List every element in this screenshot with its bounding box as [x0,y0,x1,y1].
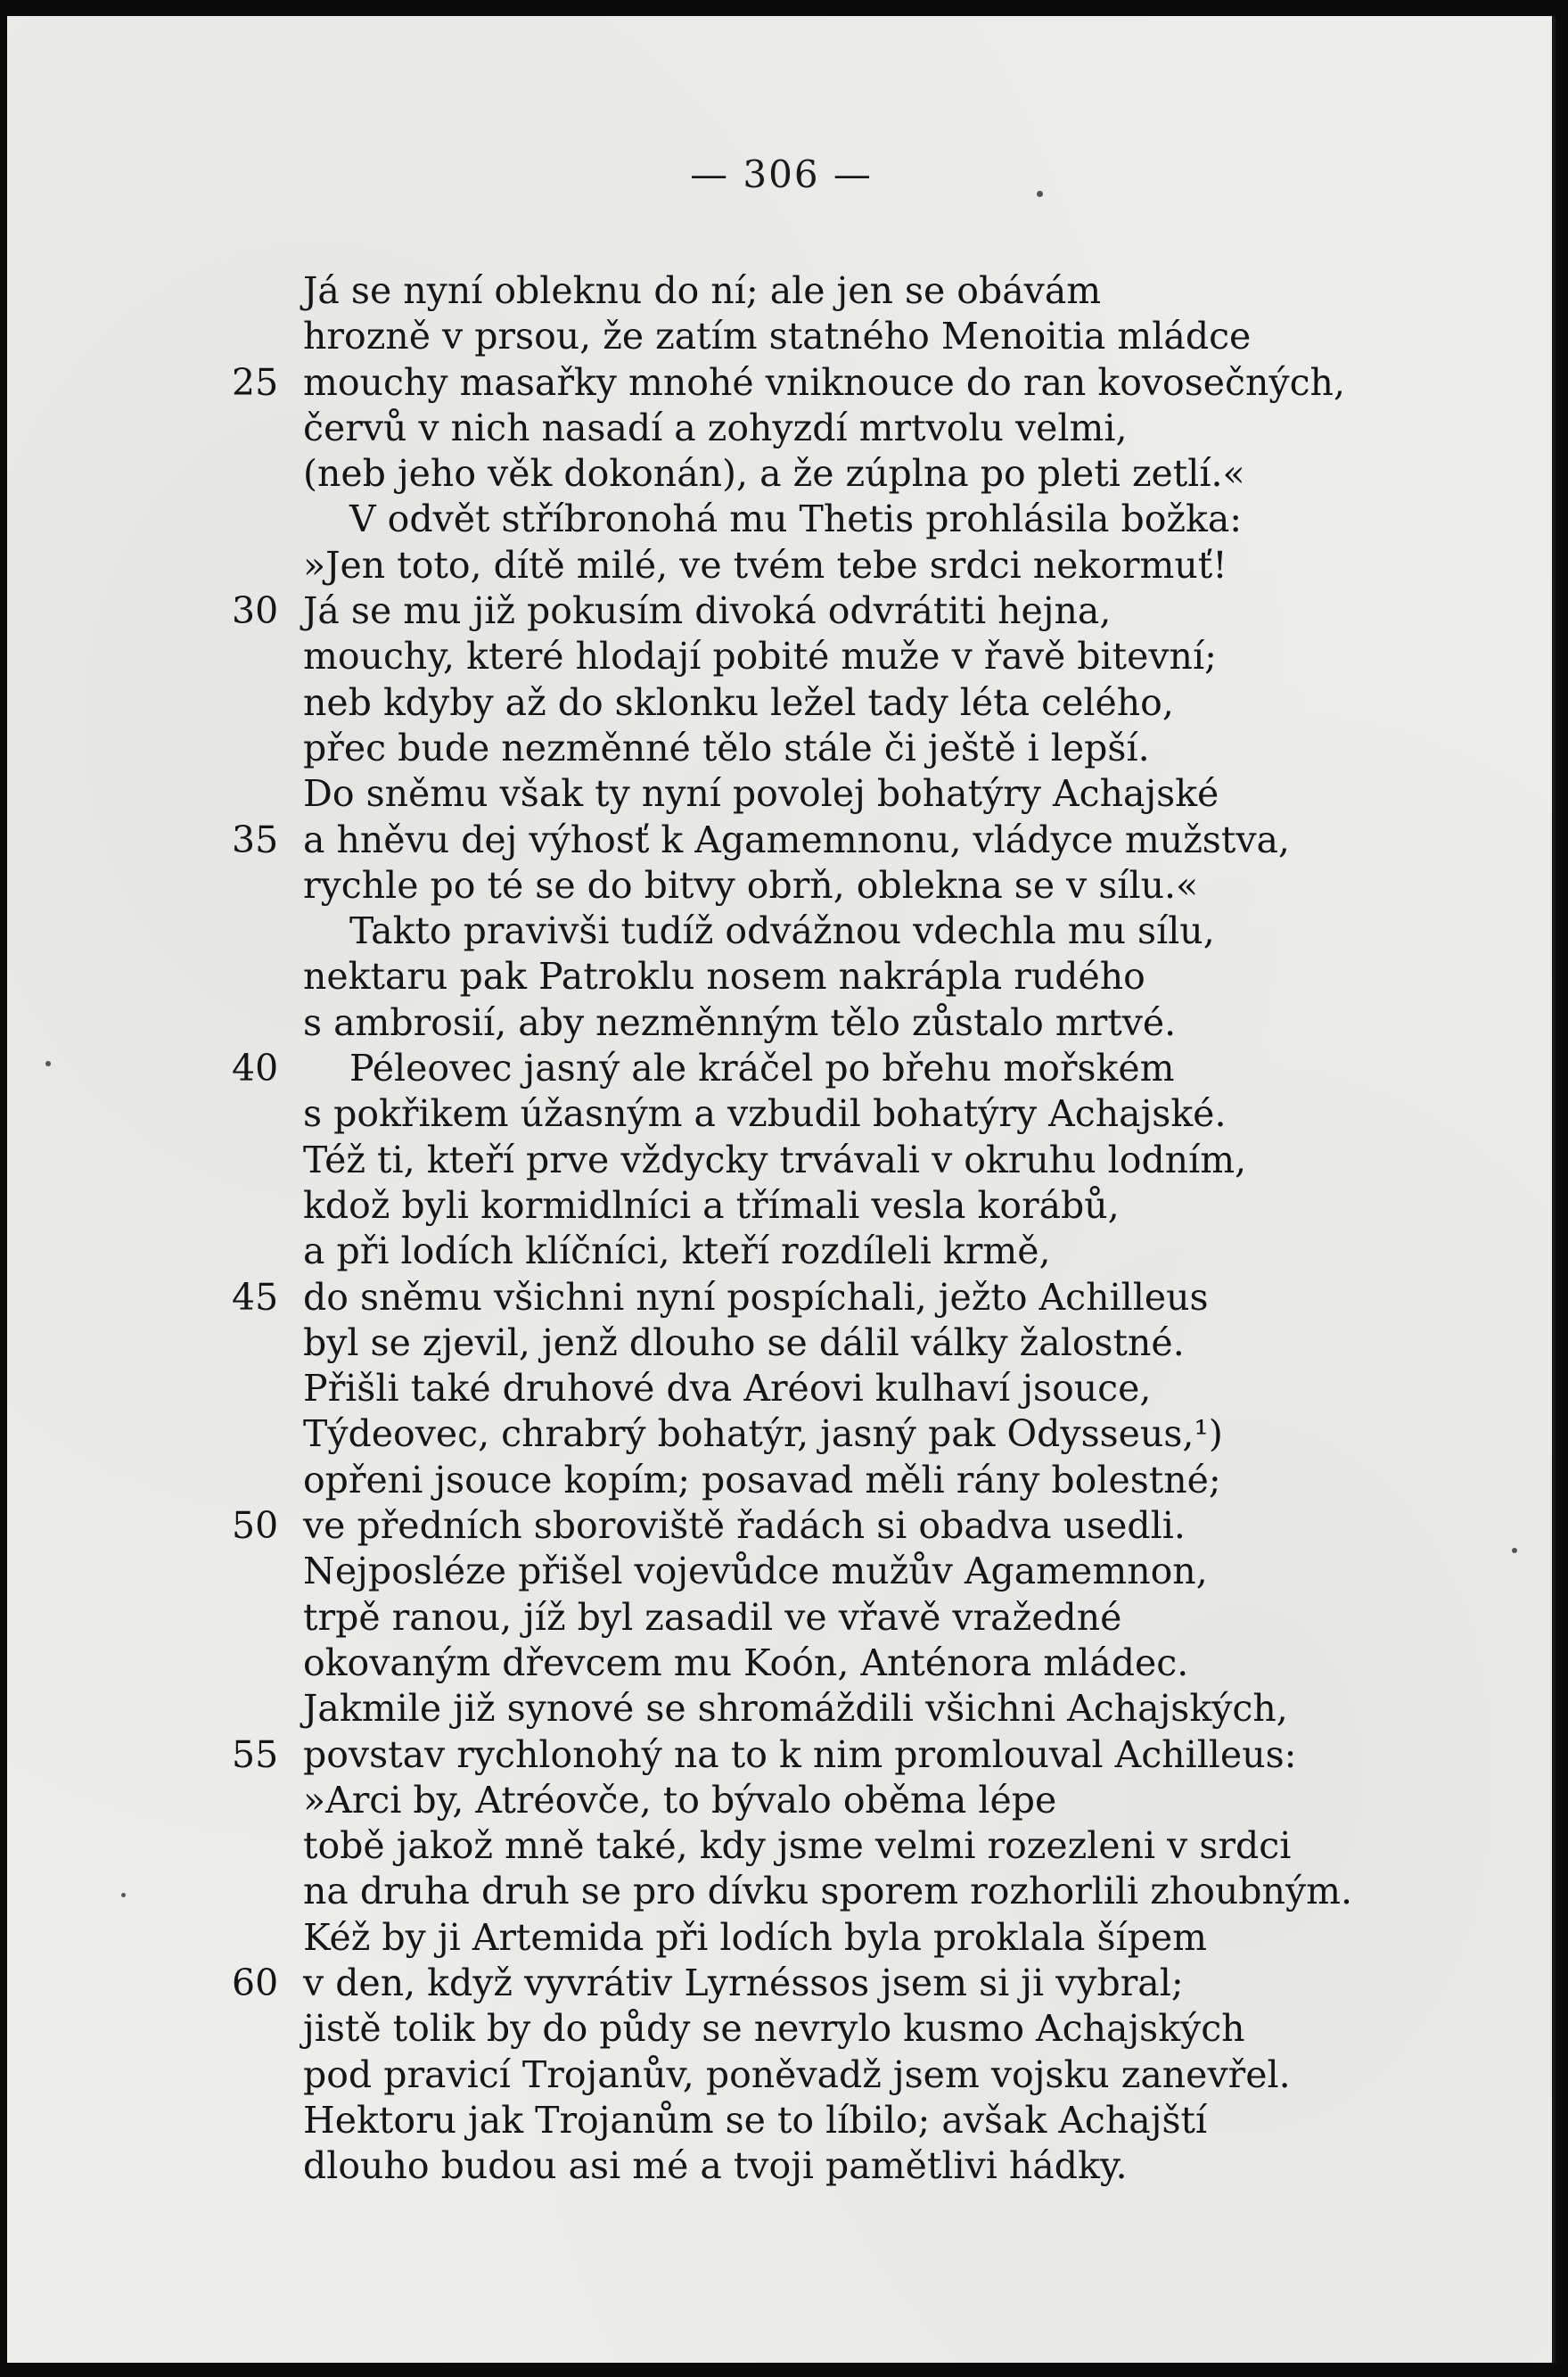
line-number: 60 [232,1961,279,2004]
verse-line [7,451,1556,497]
line-text: V odvět stříbronohá mu Thetis prohlásila božka: [349,498,1243,541]
verse-line [7,1458,1556,1503]
book-page [7,16,1556,2363]
line-text: Kéž by ji Artemida při lodích byla proklala šípem [303,1915,1207,1959]
line-text: na druha druh se pro dívku sporem rozhorlili zhoubným. [303,1870,1353,1913]
verse-line [7,1778,1556,1823]
print-speck [121,1893,126,1897]
line-text: přec bude nezměnné tělo stále či ještě i lepší. [303,726,1150,769]
print-speck [45,1061,51,1066]
verse-line [7,1320,1556,1366]
line-text: (neb jeho věk dokonán), a že zúplna po pleti zetlí.« [303,452,1245,496]
verse-line [7,818,1556,863]
line-text: tobě jakož mně také, kdy jsme velmi rozezleni v srdci [303,1824,1292,1868]
verse-line [7,863,1556,909]
line-text: »Arci by, Atréovče, to bývalo oběma lépe [303,1778,1057,1822]
verse-line [7,1000,1556,1046]
verse-line [7,268,1556,314]
verse-line [7,1686,1556,1731]
verse-line [7,1549,1556,1594]
line-text: Do sněmu však ty nyní povolej bohatýry Achajské [303,772,1219,816]
line-text: Já se nyní obleknu do ní; ale jen se obávám [303,269,1102,312]
line-text: a při lodích klíčníci, kteří rozdíleli krmě, [303,1230,1051,1273]
line-text: kdož byli kormidlníci a třímali vesla korábů, [303,1183,1120,1227]
line-text: Jakmile již synové se shromáždili všichni Achajských, [303,1687,1288,1731]
line-text: hrozně v prsou, že zatím statného Menoitia mládce [303,315,1252,358]
line-text: neb kdyby až do sklonku ležel tady léta celého, [303,680,1174,724]
line-number: 35 [232,818,279,861]
line-text: byl se zjevil, jenž dlouho se dálil války žalostné. [303,1320,1185,1364]
verse-line [7,1138,1556,1183]
verse-line [7,2098,1556,2143]
line-text: Týdeovec, chrabrý bohatýr, jasný pak Odysseus,¹) [303,1412,1223,1456]
page-number: — 306 — [690,152,873,196]
verse-line [7,1915,1556,1961]
line-number: 50 [232,1504,279,1548]
verse-line [7,1366,1556,1411]
line-text: trpě ranou, jíž byl zasadil ve vřavě vražedné [303,1595,1122,1639]
print-speck [1037,191,1043,197]
verse-line [7,2052,1556,2098]
line-text: mouchy masařky mnohé vniknouce do ran kovosečných, [303,360,1345,404]
line-text: s ambrosií, aby nezměnným tělo zůstalo mrtvé. [303,1000,1177,1044]
verse-line [7,1823,1556,1869]
line-text: Takto pravivši tudíž odvážnou vdechla mu sílu, [349,909,1215,953]
verse-line [7,588,1556,634]
line-text: Hektoru jak Trojanům se to líbilo; avšak Achajští [303,2098,1208,2142]
line-text: v den, když vyvrátiv Lyrnéssos jsem si ji vybral; [303,1961,1184,2004]
print-speck [1512,1548,1517,1553]
line-text: Též ti, kteří prve vždycky trvávali v okruhu lodním, [303,1138,1247,1181]
line-text: dlouho budou asi mé a tvoji pamětlivi hádky. [303,2144,1128,2188]
verse-line [7,1641,1556,1686]
verse-line [7,1961,1556,2006]
verse-line [7,1091,1556,1137]
verse-line [7,1732,1556,1778]
verse-line [7,954,1556,999]
line-text: opřeni jsouce kopím; posavad měli rány bolestné; [303,1458,1221,1501]
line-text: ve předních sboroviště řadách si obadva usedli. [303,1504,1186,1548]
verse-line [7,1869,1556,1914]
verse-line [7,1411,1556,1457]
line-number: 45 [232,1275,279,1319]
line-text: pod pravicí Trojanův, poněvadž jsem vojsku zanevřel. [303,2052,1291,2096]
verse-line [7,1046,1556,1091]
verse-line [7,1503,1556,1549]
line-text: červů v nich nasadí a zohyzdí mrtvolu velmi, [303,406,1128,449]
line-text: Péleovec jasný ale kráčel po břehu mořském [349,1047,1175,1090]
verse-line [7,1275,1556,1320]
verse-line [7,726,1556,771]
line-text: »Jen toto, dítě milé, ve tvém tebe srdci nekormuť! [303,543,1227,587]
line-text: a hněvu dej výhosť k Agamemnonu, vládyce mužstva, [303,818,1290,861]
verse-line [7,1229,1556,1274]
verse-line [7,909,1556,954]
line-text: Já se mu již pokusím divoká odvrátiti hejna, [303,589,1112,633]
line-text: Přišli také druhové dva Aréovi kulhaví jsouce, [303,1367,1152,1411]
line-number: 30 [232,589,279,633]
verse-line [7,1595,1556,1641]
verse-line [7,497,1556,542]
verse-line [7,314,1556,359]
line-text: mouchy, které hlodají pobité muže v řavě bitevní; [303,635,1217,679]
verse-line [7,771,1556,817]
verse-line [7,680,1556,726]
verse-line [7,360,1556,406]
line-text: s pokřikem úžasným a vzbudil bohatýry Achajské. [303,1092,1227,1136]
verse-line [7,634,1556,679]
line-number: 25 [232,360,279,404]
verse-line [7,1183,1556,1229]
line-text: okovaným dřevcem mu Koón, Anténora mládec. [303,1641,1189,1684]
verse-line [7,2143,1556,2189]
line-number: 40 [232,1047,279,1090]
line-text: nektaru pak Patroklu nosem nakrápla rudého [303,955,1145,999]
verse-block [7,268,1556,2189]
verse-line [7,2006,1556,2052]
line-number: 55 [232,1732,279,1776]
verse-line [7,406,1556,451]
line-text: rychle po té se do bitvy obrň, oblekna se v sílu.« [303,863,1199,907]
line-text: do sněmu všichni nyní pospíchali, ježto Achilleus [303,1275,1209,1319]
line-text: jistě tolik by do půdy se nevrylo kusmo Achajských [303,2007,1245,2051]
line-text: Nejposléze přišel vojevůdce mužův Agamemnon, [303,1550,1208,1593]
line-text: povstav rychlonohý na to k nim promlouval Achilleus: [303,1732,1297,1776]
verse-line [7,543,1556,588]
